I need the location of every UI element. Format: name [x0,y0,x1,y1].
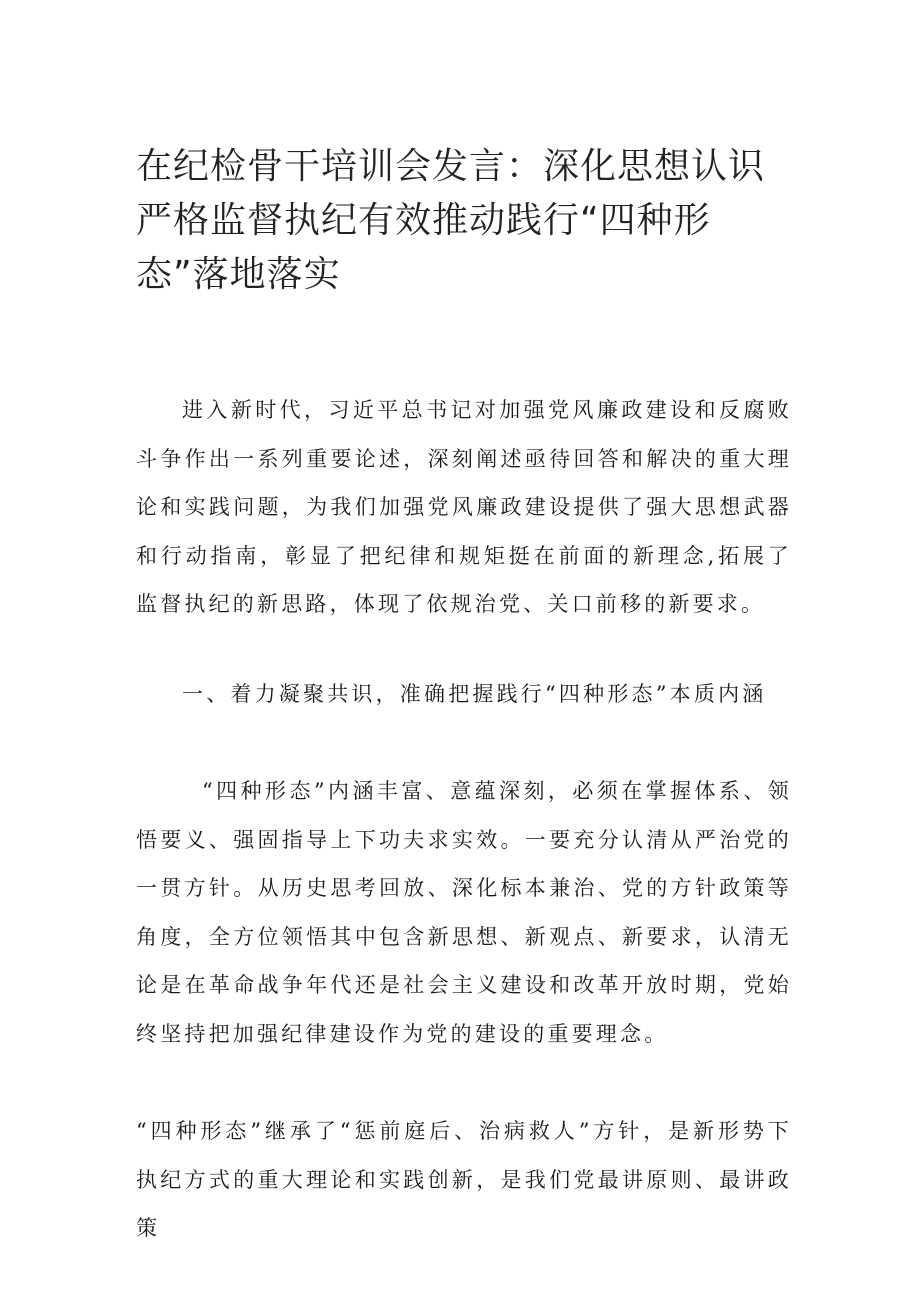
section-heading-1: 一、着力凝聚共识，准确把握践行“四种形态”本质内涵 [182,682,767,706]
document-title: 在纪检骨干培训会发言：深化思想认识严格监督执纪有效推动践行“四种形态”落地落实 [136,146,766,295]
paragraph-four-forms: “四种形态”内涵丰富、意蕴深刻，必须在掌握体系、领悟要义、强固指导上下功夫求实效。一要充分认清从严治党的一贯方针。从历史思考回放、深化标本兼治、党的方针政策等角度，全方位领悟其中包含新思想、新观点、新要求，认清无论是在革命战争年代还是社会主义建设和改革开放时期，党始终坚持把加强纪律建设作为党的建设的重要理念。 [136,779,792,1046]
paragraph-continuation: “四种形态”继承了“惩前庭后、治病救人”方针，是新形势下执纪方式的重大理论和实践创新，是我们党最讲原则、最讲政策 [136,1119,792,1240]
paragraph-intro: 进入新时代，习近平总书记对加强党风廉政建设和反腐败斗争作出一系列重要论述，深刻阐述亟待回答和解决的重大理论和实践问题，为我们加强党风廉政建设提供了强大思想武器和行动指南，彰显了把纪律和规矩挺在前面的新理念,拓展了监督执纪的新思路，体现了依规治党、关口前移的新要求。 [136,398,792,616]
